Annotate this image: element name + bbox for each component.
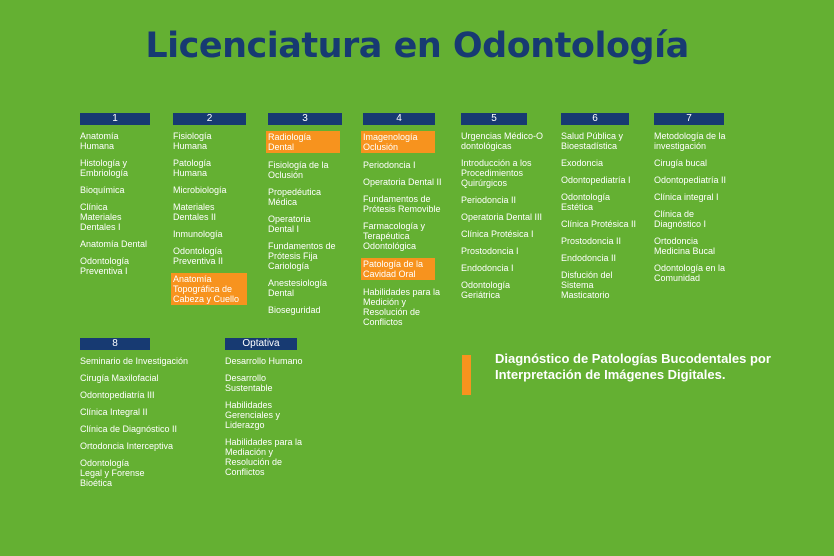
course-item: Clínica Materiales Dentales I [80, 202, 122, 232]
optativa-column [225, 338, 315, 484]
course-item: Odontopediatría I [561, 175, 631, 185]
course-item: Desarrollo Humano [225, 356, 303, 366]
semester-header: 3 [268, 113, 342, 125]
course-item: Urgencias Médico-Odontológicas [461, 131, 544, 151]
course-item: Odontopediatría II [654, 175, 727, 185]
course-item: Clínica de Diagnóstico I [654, 209, 707, 229]
semester-header: 1 [80, 113, 150, 125]
course-item: Patología Humana [173, 158, 212, 178]
course-item: Fundamentos de Prótesis Removible [363, 194, 441, 214]
course-item: Clínica de Diagnóstico II [80, 424, 178, 434]
semester-header: 5 [461, 113, 527, 125]
semester-column-6 [561, 113, 643, 307]
course-item: Exodoncia [561, 158, 604, 168]
semester-column-7 [654, 113, 736, 290]
course-item: Prostodoncia I [461, 246, 519, 256]
semester-column-4 [363, 113, 447, 334]
course-item: Odontopediatría III [80, 390, 155, 400]
course-item: Microbiología [173, 185, 227, 195]
course-item: Desarrollo Sustentable [225, 373, 273, 393]
semester-header: 7 [654, 113, 724, 125]
course-item-highlighted: Anatomía Topográfica de Cabeza y Cuello [171, 273, 247, 305]
legend-swatch [462, 355, 471, 395]
semester-header: 2 [173, 113, 246, 125]
course-item: Clínica Protésica I [461, 229, 534, 239]
course-item: Anatomía Dental [80, 239, 148, 249]
course-item: Operatoria Dental II [363, 177, 442, 187]
course-item: Cirugía bucal [654, 158, 708, 168]
course-item: Periodoncia II [461, 195, 517, 205]
semester-column-3 [268, 113, 342, 322]
semester-header: Optativa [225, 338, 297, 350]
course-item: Farmacología y Terapéutica Odontológica [363, 221, 426, 251]
course-item: Operatoria Dental I [268, 214, 311, 234]
course-item: Odontología Legal y Forense Bioética [80, 458, 145, 488]
course-item: Habilidades para la Medición y Resolución de Conflictos [363, 287, 441, 327]
course-item: Clínica Protésica II [561, 219, 637, 229]
semester-header: 6 [561, 113, 629, 125]
course-item: Fisiología de la Oclusión [268, 160, 329, 180]
semester-column-5 [461, 113, 545, 307]
page-title: Licenciatura en Odontología [145, 26, 689, 66]
course-item: Fundamentos de Prótesis Fija Cariología [268, 241, 336, 271]
course-item: Metodología de la investigación [654, 131, 726, 151]
course-item: Disfución del Sistema Masticatorio [561, 270, 613, 300]
course-item-highlighted: Patología de la Cavidad Oral [361, 258, 435, 280]
course-item: Materiales Dentales II [173, 202, 217, 222]
course-item: Periodoncia I [363, 160, 416, 170]
course-item: Operatoria Dental III [461, 212, 543, 222]
semester-header: 4 [363, 113, 435, 125]
course-item-highlighted: Imagenología Oclusión [361, 131, 435, 153]
course-item: Clínica integral I [654, 192, 719, 202]
course-item: Habilidades Gerenciales y Liderazgo [225, 400, 281, 430]
course-item: Ortodoncia Medicina Bucal [654, 236, 716, 256]
course-item: Cirugía Maxilofacial [80, 373, 159, 383]
course-item: Ortodoncia Interceptiva [80, 441, 174, 451]
semester-column-1 [80, 113, 150, 283]
course-item: Salud Pública y Bioestadística [561, 131, 624, 151]
semester-column-2 [173, 113, 246, 312]
course-item: Bioseguridad [268, 305, 321, 315]
course-item: Prostodoncia II [561, 236, 622, 246]
course-item: Odontología Geriátrica [461, 280, 511, 300]
course-item: Fisiología Humana [173, 131, 212, 151]
course-item: Histología y Embriología [80, 158, 129, 178]
course-item: Introducción a los Procedimientos Quirúrgicos [461, 158, 532, 188]
course-item: Propedéutica Médica [268, 187, 322, 207]
course-item: Seminario de Investigación [80, 356, 189, 366]
course-item: Inmunología [173, 229, 223, 239]
course-item: Bioquímica [80, 185, 125, 195]
course-item: Anestesiología Dental [268, 278, 328, 298]
course-item: Odontología Preventiva I [80, 256, 130, 276]
semester-column-8 [80, 338, 205, 495]
course-item: Odontología en la Comunidad [654, 263, 726, 283]
course-item: Odontología Estética [561, 192, 611, 212]
legend-text: Diagnóstico de Patologías Bucodentales por Interpretación de Imágenes Digitales. [495, 351, 771, 382]
course-item-highlighted: Radiología Dental [266, 131, 340, 153]
course-item: Odontología Preventiva II [173, 246, 224, 266]
course-item: Endodoncia II [561, 253, 617, 263]
course-item: Anatomía Humana [80, 131, 119, 151]
course-item: Clínica Integral II [80, 407, 148, 417]
course-item: Habilidades para la Mediación y Resolución de Conflictos [225, 437, 303, 477]
semester-header: 8 [80, 338, 150, 350]
course-item: Endodoncia I [461, 263, 514, 273]
